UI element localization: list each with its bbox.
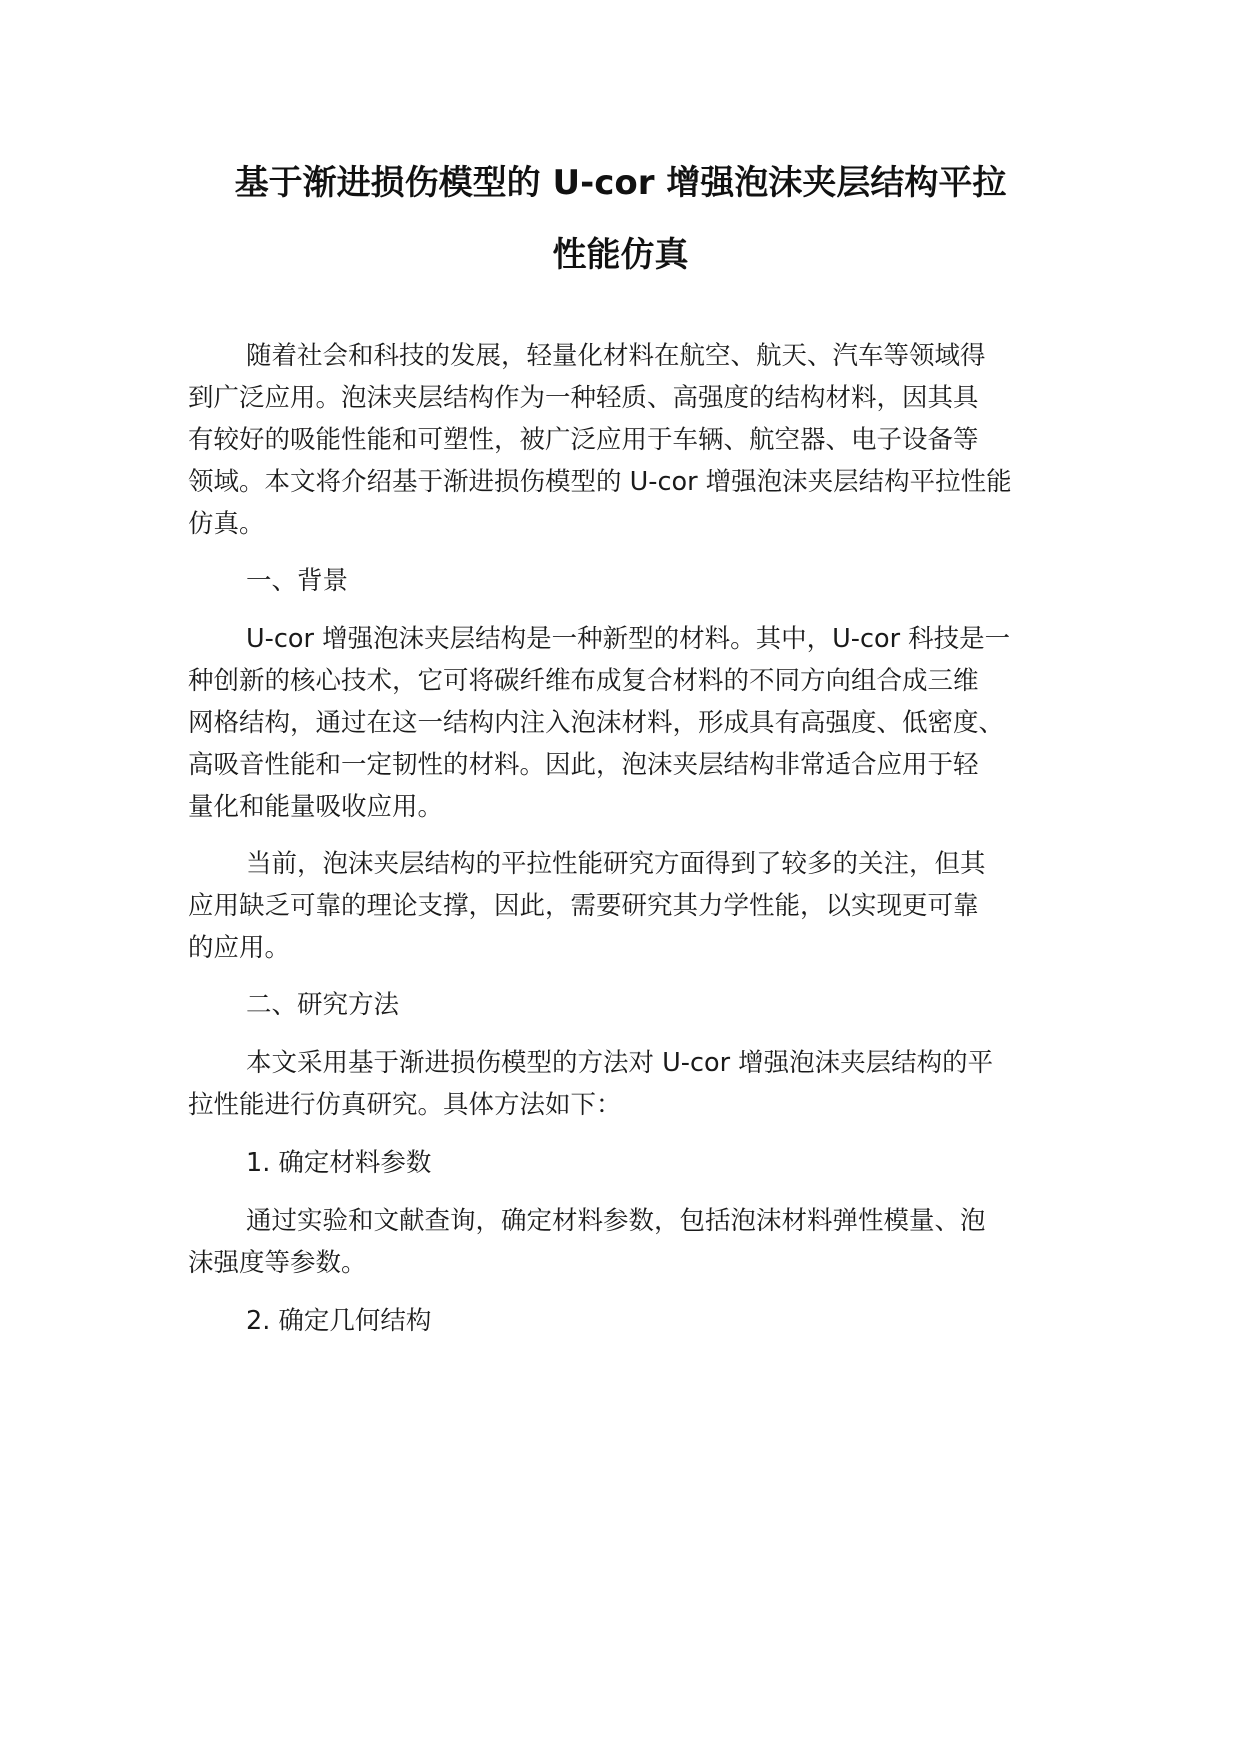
numbered-heading: 1. 确定材料参数: [246, 1148, 432, 1178]
paragraph-line: 随着社会和科技的发展，轻量化材料在航空、航天、汽车等领域得: [246, 341, 986, 371]
title-line-1: 基于渐进损伤模型的 U-cor 增强泡沫夹层结构平拉: [234, 163, 1007, 203]
paragraph-line: 仿真。: [188, 509, 265, 539]
section-heading: 二、研究方法: [246, 990, 400, 1020]
paragraph-line: 有较好的吸能性能和可塑性，被广泛应用于车辆、航空器、电子设备等: [188, 425, 979, 455]
paragraph-line: 高吸音性能和一定韧性的材料。因此，泡沫夹层结构非常适合应用于轻: [188, 750, 979, 780]
paragraph-line: 通过实验和文献查询，确定材料参数，包括泡沫材料弹性模量、泡: [246, 1206, 986, 1236]
paragraph-line: 的应用。: [188, 933, 291, 963]
paragraph-line: 网格结构，通过在这一结构内注入泡沫材料，形成具有高强度、低密度、: [188, 708, 1005, 738]
section-heading: 一、背景: [246, 566, 349, 596]
title-line-2: 性能仿真: [552, 235, 689, 275]
paragraph-line: 拉性能进行仿真研究。具体方法如下：: [188, 1090, 622, 1120]
paragraph-line: 量化和能量吸收应用。: [188, 792, 444, 822]
paragraph-line: 本文采用基于渐进损伤模型的方法对 U-cor 增强泡沫夹层结构的平: [246, 1048, 994, 1078]
numbered-heading: 2. 确定几何结构: [246, 1306, 432, 1336]
paragraph-line: 领域。本文将介绍基于渐进损伤模型的 U-cor 增强泡沫夹层结构平拉性能: [188, 467, 1012, 497]
paragraph-line: U-cor 增强泡沫夹层结构是一种新型的材料。其中，U-cor 科技是一: [246, 624, 1011, 654]
paragraph-line: 种创新的核心技术，它可将碳纤维布成复合材料的不同方向组合成三维: [188, 666, 979, 696]
paragraph-line: 应用缺乏可靠的理论支撑，因此，需要研究其力学性能，以实现更可靠: [188, 891, 979, 921]
paragraph-line: 沫强度等参数。: [188, 1248, 367, 1278]
paragraph-line: 到广泛应用。泡沫夹层结构作为一种轻质、高强度的结构材料，因其具: [188, 383, 979, 413]
paragraph-line: 当前，泡沫夹层结构的平拉性能研究方面得到了较多的关注，但其: [246, 849, 986, 879]
